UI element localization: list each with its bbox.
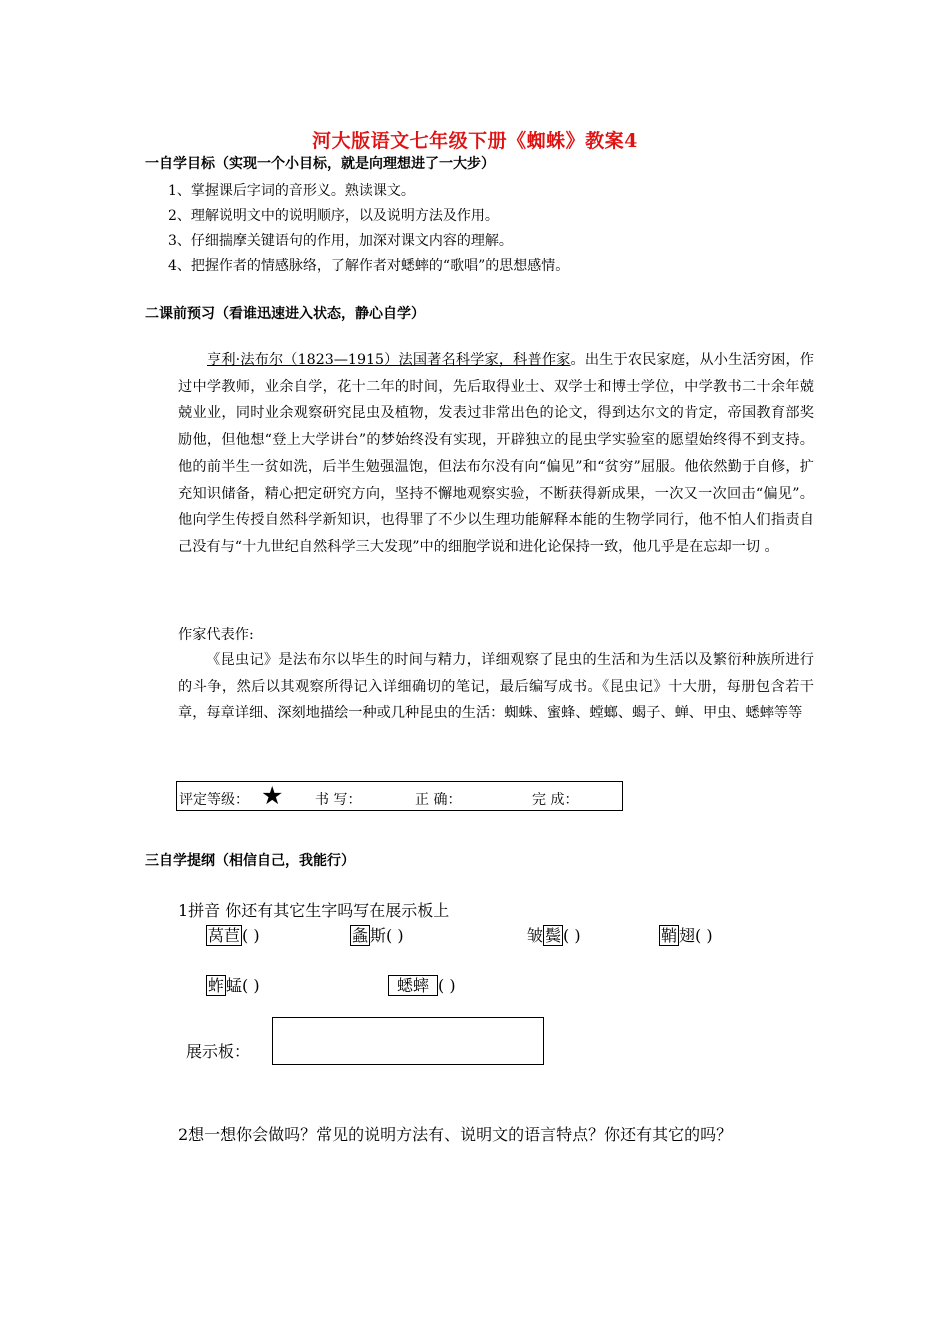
section3-heading: 三自学提纲（相信自己，我能行） (145, 853, 355, 869)
boxed-char: 鞘 (661, 926, 678, 945)
show-board[interactable] (272, 1017, 544, 1065)
rating-write: 书 写： (315, 792, 362, 808)
pinyin-blank[interactable]: ( ) (386, 926, 404, 945)
boxed-char: 螽 (352, 926, 369, 945)
show-board-label: 展示板： (186, 1042, 251, 1061)
goal-item: 1、掌握课后字词的音形义。熟读课文。 (168, 183, 415, 199)
pinyin-blank[interactable]: ( ) (563, 926, 581, 945)
word-item: 鞘 翅( ) (661, 926, 713, 945)
rating-correct: 正 确： (415, 792, 462, 808)
author-bio-text: 。出生于农民家庭，从小生活穷困，作过中学教师，业余自学，花十二年的时间，先后取得业士、双学士和博士学位，中学教书二十余年兢兢业业，同时业余观察研究昆虫及植物，发表过非常出色的论文，得到达尔文的肯定，帝国教育部奖励他，但他想“登上大学讲台”的梦始终没有实现，开辟独立的昆虫学实验室的愿望始终得不到支持。他的前半生一贫如洗，后半生勉强温饱，但法布尔没有向“偏见”和“贫穷”屈服。他依然勤于自修，扩充知识储备，精心把定研究方向，坚持不懈地观察实验，不断获得新成果，一次又一次回击“偏见”。他向学生传授自然科学新知识，也得罪了不少以生理功能解释本能的生物学同行，他不怕人们指责自己没有与“十九世纪自然科学三大发现”中的细胞学说和进化论保持一致，他几乎是在忘却一切 。 (178, 352, 814, 555)
boxed-char: 蟋蟀 (388, 975, 438, 996)
goal-item: 3、仔细揣摩关键语句的作用，加深对课文内容的理解。 (168, 233, 513, 249)
pinyin-blank[interactable]: ( ) (242, 976, 260, 995)
works-text: 《昆虫记》是法布尔以毕生的时间与精力，详细观察了昆虫的生活和为生活以及繁衍种族所进行的斗争，然后以其观察所得记入详细确切的笔记，最后编写成书。《昆虫记》十大册，每册包含若干章，每章详细、深刻地描绘一种或几种昆虫的生活：蜘蛛、蜜蜂、螳螂、蝎子、蝉、甲虫、蟋蟀等等 (178, 652, 814, 722)
rating-complete: 完 成： (532, 792, 579, 808)
pinyin-blank[interactable]: ( ) (438, 976, 456, 995)
question-2: 2想一想你会做吗？常见的说明方法有、说明文的语言特点？你还有其它的吗？ (178, 1125, 733, 1144)
boxed-char: 鬓 (545, 926, 562, 945)
section2-heading: 二课前预习（看谁迅速进入状态，静心自学） (145, 306, 425, 322)
word-item (206, 923, 260, 946)
page-title: 河大版语文七年级下册《蜘蛛》教案4 (312, 130, 638, 152)
goal-item: 2、理解说明文中的说明顺序，以及说明方法及作用。 (168, 208, 499, 224)
word-item: 螽 斯( ) (352, 926, 404, 945)
rating-box (176, 781, 623, 811)
rating-label: 评定等级： (179, 792, 249, 808)
pinyin-blank[interactable]: ( ) (242, 926, 260, 945)
word-item: 皱 鬓 ( ) (527, 926, 581, 945)
section1-heading: 一自学目标（实现一个小目标，就是向理想进了一大步） (145, 156, 495, 172)
author-bio-underlined: 亨利·法布尔（1823—1915）法国著名科学家，科普作家 (207, 352, 571, 368)
question-1: 1拼音 你还有其它生字吗写在展示板上 (178, 901, 450, 920)
author-bio (178, 347, 814, 561)
pinyin-blank[interactable]: ( ) (695, 926, 713, 945)
goal-item: 4、把握作者的情感脉络，了解作者对蟋蟀的“歌唱”的思想感情。 (168, 258, 570, 274)
word-item (388, 973, 456, 996)
star-icon: ★ (261, 781, 284, 810)
boxed-char: 蚱 (208, 976, 225, 995)
word-item: 蚱 蜢( ) (208, 976, 260, 995)
boxed-char: 莴苣 (208, 926, 241, 945)
works-label: 作家代表作: (178, 627, 254, 643)
